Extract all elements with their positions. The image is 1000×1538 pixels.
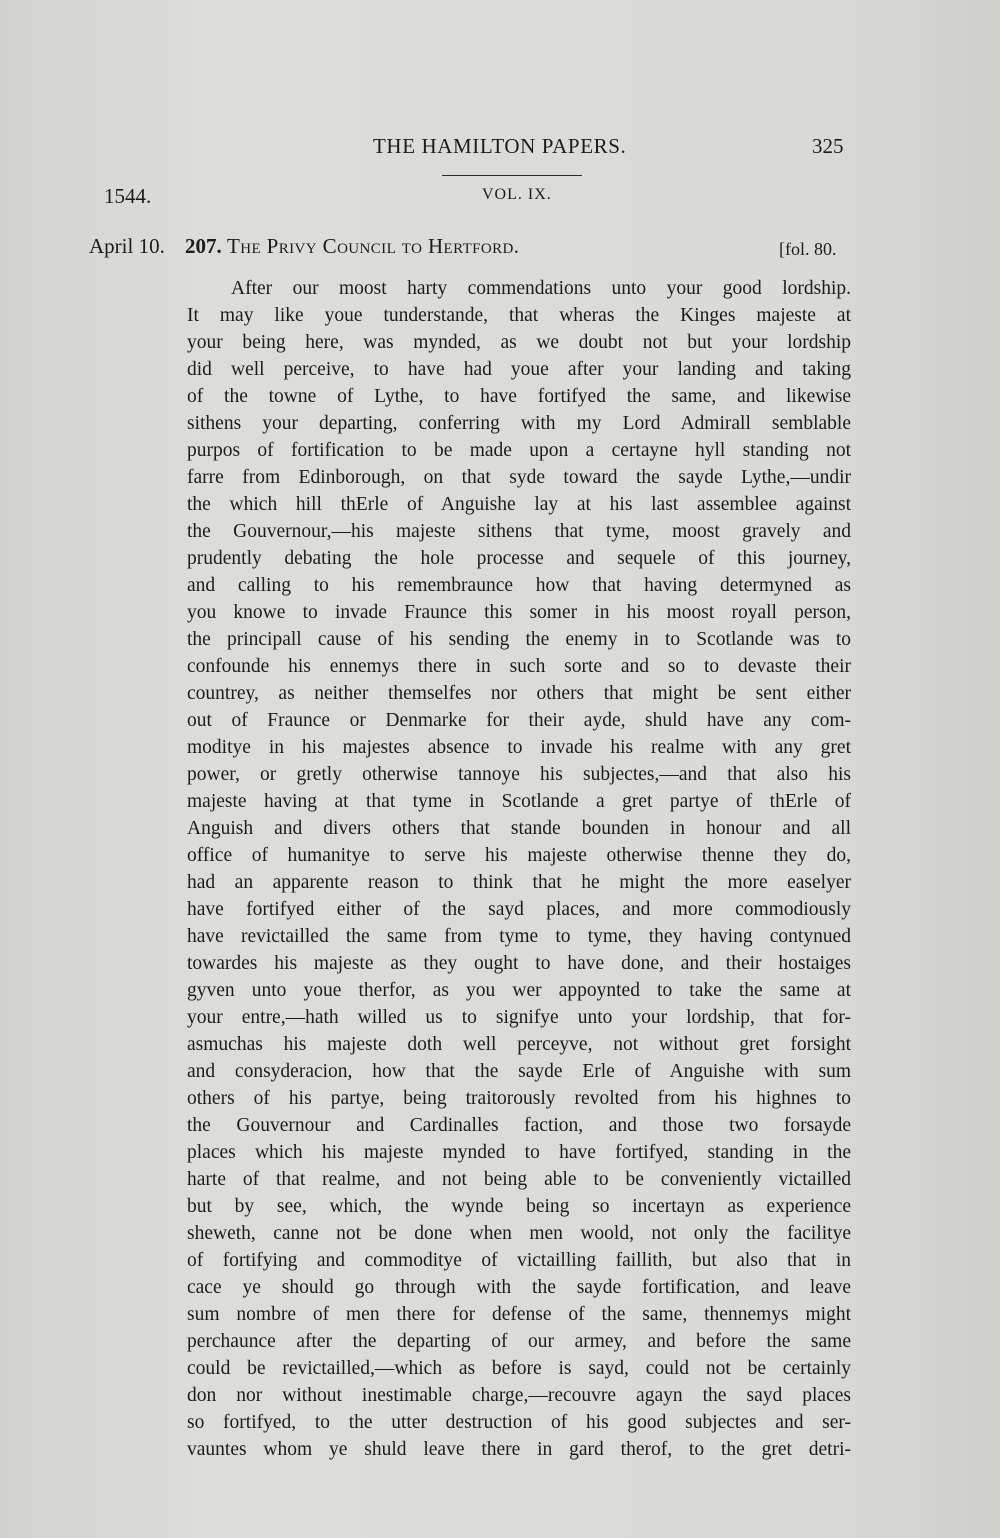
text-line: gyven unto youe therfor, as you wer appoynted to take the same at [187, 980, 851, 1001]
text-line: did well perceive, to have had youe after your landing and taking [187, 359, 851, 380]
folio-reference: [fol. 80. [779, 239, 837, 259]
text-line: vauntes whom ye shuld leave there in gard therof, to the gret detri- [187, 1439, 851, 1460]
text-line: could be revictailled,—which as before is sayd, could not be certainly [187, 1358, 851, 1379]
text-line: but by see, which, the wynde being so incertayn as experience [187, 1196, 851, 1217]
letter-body [187, 275, 851, 1463]
text-line: the principall cause of his sending the enemy in to Scotlande was to [187, 629, 851, 650]
text-line: towardes his majeste as they ought to have done, and their hostaiges [187, 953, 851, 974]
text-line: don nor without inestimable charge,—recouvre agayn the sayd places [187, 1385, 851, 1406]
text-line: had an apparente reason to think that he might the more easelyer [187, 872, 851, 893]
text-line: you knowe to invade Fraunce this somer in his moost royall person, [187, 602, 851, 623]
text-line: of the towne of Lythe, to have fortifyed the same, and likewise [187, 386, 851, 407]
volume-label: VOL. IX. [482, 186, 552, 203]
header-rule [442, 175, 582, 176]
text-line: sheweth, canne not be done when men woold, not only the facilitye [187, 1223, 851, 1244]
running-head [0, 134, 1000, 168]
text-line: the Gouvernour,—his majeste sithens that tyme, moost gravely and [187, 521, 851, 542]
text-line: Anguish and divers others that stande bounden in honour and all [187, 818, 851, 839]
text-line: your entre,—hath willed us to signifye unto your lordship, that for- [187, 1007, 851, 1028]
text-line: of fortifying and commoditye of victailling faillith, but also that in [187, 1250, 851, 1271]
text-line: places which his majeste mynded to have fortifyed, standing in the [187, 1142, 851, 1163]
text-line: office of humanitye to serve his majeste otherwise thenne they do, [187, 845, 851, 866]
text-line: sum nombre of men there for defense of the same, thennemys might [187, 1304, 851, 1325]
text-line: sithens your departing, conferring with my Lord Admirall semblable [187, 413, 851, 434]
text-line: your being here, was mynded, as we doubt not but your lordship [187, 332, 851, 353]
text-line: majeste having at that tyme in Scotlande a gret partye of thErle of [187, 791, 851, 812]
text-line: asmuchas his majeste doth well perceyve, not without gret forsight [187, 1034, 851, 1055]
text-line: and calling to his remembraunce how that having determyned as [187, 575, 851, 596]
entry-date: April 10. [89, 234, 165, 258]
entry-number: 207. [185, 234, 222, 258]
text-line: countrey, as neither themselfes nor others that might be sent either [187, 683, 851, 704]
text-line: the Gouvernour and Cardinalles faction, and those two forsayde [187, 1115, 851, 1136]
margin-year: 1544. [104, 184, 152, 208]
text-line: cace ye should go through with the sayde fortification, and leave [187, 1277, 851, 1298]
text-line: so fortifyed, to the utter destruction of his good subjectes and ser- [187, 1412, 851, 1433]
running-title: THE HAMILTON PAPERS. [373, 134, 627, 158]
text-line: purpos of fortification to be made upon a certayne hyll standing not [187, 440, 851, 461]
text-line: and consyderacion, how that the sayde Erle of Anguishe with sum [187, 1061, 851, 1082]
text-line: moditye in his majestes absence to invade his realme with any gret [187, 737, 851, 758]
text-line: others of his partye, being traitorously revolted from his highnes to [187, 1088, 851, 1109]
text-line: harte of that realme, and not being able to be conveniently victailled [187, 1169, 851, 1190]
text-line: It may like youe tunderstande, that wheras the Kinges majeste at [187, 305, 851, 326]
page-number: 325 [812, 134, 844, 158]
text-line: prudently debating the hole processe and sequele of this journey, [187, 548, 851, 569]
text-line: out of Fraunce or Denmarke for their ayde, shuld have any com- [187, 710, 851, 731]
entry-heading [185, 234, 519, 259]
text-line: have fortifyed either of the sayd places, and more commodiously [187, 899, 851, 920]
text-line: power, or gretly otherwise tannoye his subjectes,—and that also his [187, 764, 851, 785]
text-line: farre from Edinborough, on that syde toward the sayde Lythe,—undir [187, 467, 851, 488]
text-line: confounde his ennemys there in such sorte and so to devaste their [187, 656, 851, 677]
entry-title: The Privy Council to Hertford. [227, 234, 520, 258]
text-line: perchaunce after the departing of our armey, and before the same [187, 1331, 851, 1352]
text-line: have revictailled the same from tyme to tyme, they having contynued [187, 926, 851, 947]
text-line: After our moost harty commendations unto your good lordship. [231, 278, 851, 299]
text-line: the which hill thErle of Anguishe lay at his last assemblee against [187, 494, 851, 515]
